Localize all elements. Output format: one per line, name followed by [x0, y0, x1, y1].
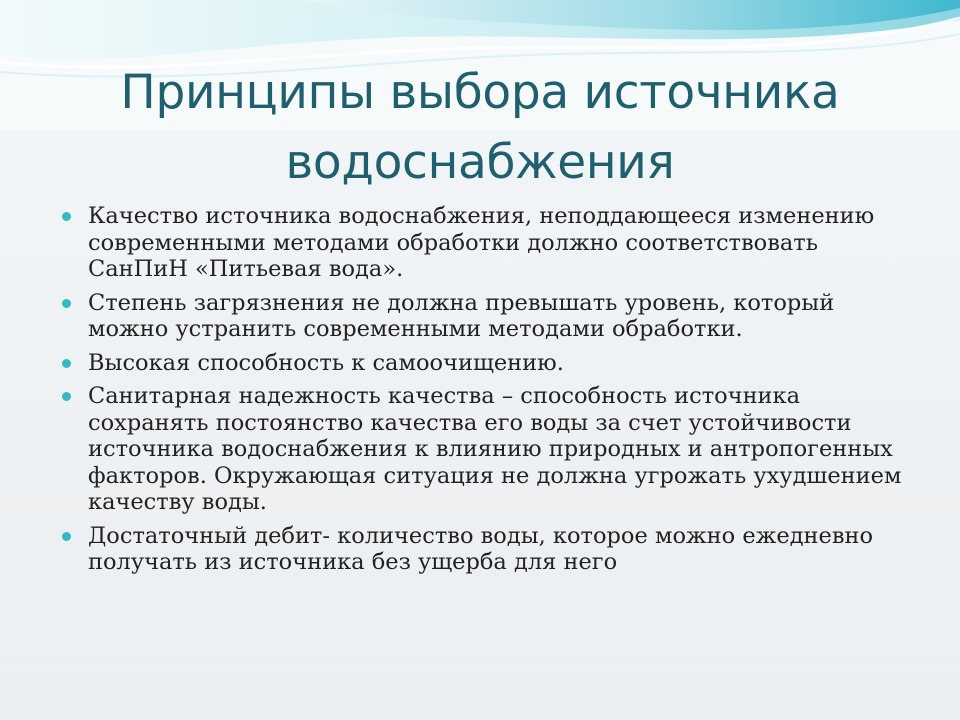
bullet-dot-icon [62, 299, 71, 308]
bullet-text: Высокая способность к самоочищению. [88, 349, 564, 376]
bullet-dot-icon [62, 359, 71, 368]
bullet-dot-icon [62, 392, 71, 401]
bullet-text: Санитарная надежность качества – способность источника сохранять постоянство качества его воды за счет устойчивости источника водоснабжения к влиянию природных и антропогенных факторов. Окружающая ситуация не должна угрожать ухудшением качеству воды. [88, 383, 902, 515]
bullet-text: Качество источника водоснабжения, неподдающееся изменению современными методами обработки должно соответствовать СанПиН «Питьевая вода». [88, 203, 875, 282]
list-item [60, 523, 920, 576]
bullet-list [60, 203, 920, 583]
bullet-dot-icon [62, 212, 71, 221]
bullet-text: Достаточный дебит- количество воды, которое можно ежедневно получать из источника без ущерба для него [88, 522, 874, 575]
list-item [60, 290, 920, 343]
bullet-text: Степень загрязнения не должна превышать уровень, который можно устранить современными методами обработки. [88, 289, 835, 342]
bullet-dot-icon [62, 532, 71, 541]
list-item [60, 350, 920, 377]
slide-title: Принципы выбора источника водоснабжения [120, 65, 840, 190]
list-item [60, 383, 920, 516]
list-item [60, 203, 920, 283]
